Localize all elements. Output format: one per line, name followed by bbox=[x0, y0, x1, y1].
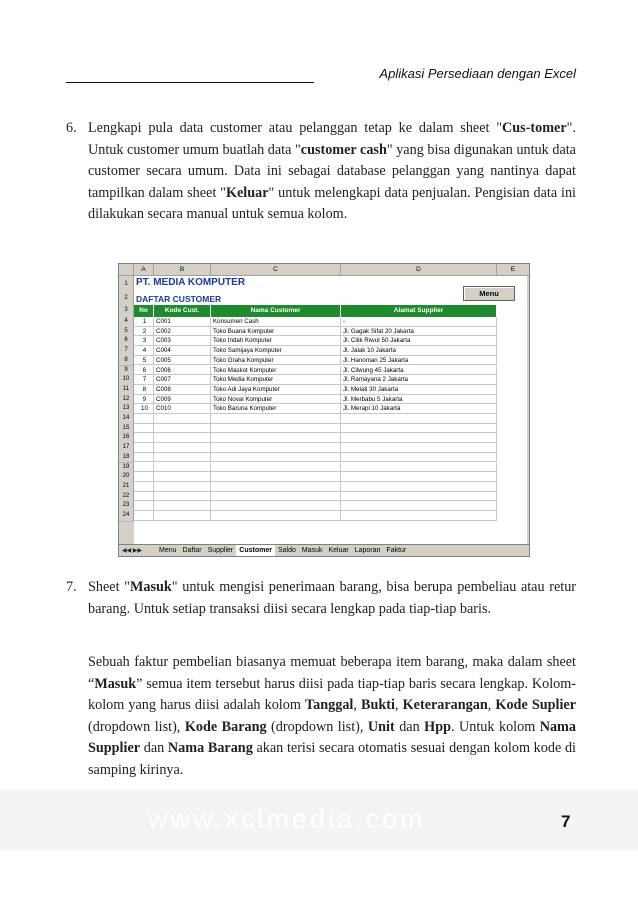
table-cell-alamat[interactable]: Jl. Merapi 10 Jakarta bbox=[341, 404, 497, 414]
row-header: 5 bbox=[119, 327, 134, 338]
sheet-tab[interactable]: Masuk bbox=[301, 547, 323, 554]
item-7-paragraph-2 bbox=[88, 652, 576, 781]
text-run: ". Untuk customer umum buatlah data " bbox=[88, 120, 576, 158]
bold-run: Nama Supplier bbox=[88, 718, 576, 756]
sheet-subtitle: DAFTAR CUSTOMER bbox=[136, 294, 222, 304]
bold-run: Hpp bbox=[424, 718, 451, 735]
table-cell-nama[interactable]: Toko Samijaya Komputer bbox=[211, 346, 341, 356]
empty-cell[interactable] bbox=[341, 463, 497, 473]
table-cell-alamat[interactable]: Jl. Merbabu 5 Jakarta bbox=[341, 395, 497, 405]
bold-run: Unit bbox=[367, 718, 395, 735]
empty-cell[interactable] bbox=[134, 472, 154, 482]
empty-cell[interactable] bbox=[211, 482, 341, 492]
empty-cell[interactable] bbox=[341, 453, 497, 463]
table-cell-no[interactable]: 5 bbox=[134, 356, 154, 366]
sheet-tab[interactable]: Customer bbox=[236, 545, 275, 556]
table-cell-alamat[interactable]: Jl. Ramayana 2 Jakarta bbox=[341, 375, 497, 385]
row-header: 2 bbox=[119, 293, 134, 305]
item-7-paragraph-1 bbox=[88, 577, 576, 620]
bold-run: customer cash bbox=[300, 141, 387, 158]
bold-run: Masuk bbox=[129, 579, 172, 595]
text-run: , bbox=[487, 697, 496, 713]
empty-cell[interactable] bbox=[341, 424, 497, 434]
row-header: 23 bbox=[119, 501, 134, 512]
text-run: (dropdown list), bbox=[266, 718, 368, 735]
table-cell-nama[interactable]: Toko Baruna Komputer bbox=[211, 404, 341, 414]
row-header: 16 bbox=[119, 433, 134, 444]
empty-cell[interactable] bbox=[341, 472, 497, 482]
table-cell-no[interactable]: 3 bbox=[134, 336, 154, 346]
text-run: " untuk melengkapi data penjualan. Pengisian data ini dilakukan secara manual untuk semua kolom. bbox=[88, 184, 576, 222]
bold-run: Kode Barang bbox=[184, 718, 267, 735]
table-cell-alamat[interactable]: Jl. Cilik Riwut 50 Jakarta bbox=[341, 336, 497, 346]
empty-cell[interactable] bbox=[341, 433, 497, 443]
table-cell-kode[interactable]: C009 bbox=[154, 395, 211, 405]
table-cell-nama[interactable]: Toko Graha Komputer bbox=[211, 356, 341, 366]
table-cell-alamat[interactable]: Jl. Gagak Sifat 20 Jakarta bbox=[341, 327, 497, 337]
empty-cell[interactable] bbox=[154, 501, 211, 511]
empty-cell[interactable] bbox=[211, 472, 341, 482]
header-no: No bbox=[134, 305, 154, 317]
table-cell-nama[interactable]: Toko Indah Komputer bbox=[211, 336, 341, 346]
table-cell-no[interactable]: 7 bbox=[134, 375, 154, 385]
empty-cell[interactable] bbox=[211, 453, 341, 463]
menu-button[interactable]: Menu bbox=[463, 286, 515, 301]
row-header: 11 bbox=[119, 385, 134, 396]
sheet-grid bbox=[134, 276, 527, 546]
header-alamat: Alamat Supplier bbox=[341, 305, 497, 317]
row-header: 22 bbox=[119, 492, 134, 503]
empty-cell[interactable] bbox=[154, 453, 211, 463]
empty-cell[interactable] bbox=[154, 424, 211, 434]
item-6-number: 6. bbox=[66, 120, 77, 136]
empty-cell[interactable] bbox=[134, 501, 154, 511]
table-cell-nama[interactable]: Toko Maskot Komputer bbox=[211, 366, 341, 376]
table-cell-no[interactable]: 9 bbox=[134, 395, 154, 405]
empty-cell[interactable] bbox=[341, 492, 497, 502]
sheet-tab[interactable]: Laporan bbox=[354, 547, 381, 554]
empty-cell[interactable] bbox=[211, 443, 341, 453]
row-header: 13 bbox=[119, 404, 134, 415]
table-cell-no[interactable]: 4 bbox=[134, 346, 154, 356]
bold-run: Masuk bbox=[94, 675, 137, 692]
empty-cell[interactable] bbox=[154, 443, 211, 453]
text-run: Lengkapi pula data customer atau pelanggan tetap ke dalam sheet " bbox=[88, 120, 503, 136]
text-run: " untuk mengisi penerimaan barang, bisa berupa pembeliau atau retur barang. Untuk setiap transaksi diisi secara lengkap pada tiap-tiap baris. bbox=[88, 579, 577, 617]
tab-list bbox=[156, 547, 409, 554]
text-run: Sebuah faktur pembelian biasanya memuat beberapa item barang, maka dalam sheet “ bbox=[88, 654, 576, 692]
table-cell-kode[interactable]: C003 bbox=[154, 336, 211, 346]
empty-cell[interactable] bbox=[341, 501, 497, 511]
empty-cell[interactable] bbox=[211, 433, 341, 443]
page-number: 7 bbox=[561, 812, 571, 831]
table-cell-no[interactable]: 10 bbox=[134, 404, 154, 414]
table-cell-no[interactable]: 1 bbox=[134, 317, 154, 327]
table-cell-alamat[interactable]: Jl. Melati 30 Jakarta bbox=[341, 385, 497, 395]
empty-cell[interactable] bbox=[211, 424, 341, 434]
row-header: 24 bbox=[119, 511, 134, 522]
empty-cell[interactable] bbox=[134, 433, 154, 443]
empty-cell[interactable] bbox=[211, 511, 341, 521]
header-rule bbox=[66, 82, 314, 83]
row-header: 10 bbox=[119, 375, 134, 386]
row-header: 9 bbox=[119, 366, 134, 377]
empty-cell[interactable] bbox=[134, 424, 154, 434]
empty-cell[interactable] bbox=[134, 492, 154, 502]
footer-url: www.xclmedia.com bbox=[148, 804, 426, 834]
table-cell-nama[interactable]: Toko Media Komputer bbox=[211, 375, 341, 385]
bold-run: Cus-tomer bbox=[502, 120, 567, 136]
row-header: 1 bbox=[119, 276, 134, 294]
empty-cell[interactable] bbox=[134, 414, 154, 424]
table-cell-kode[interactable]: C006 bbox=[154, 366, 211, 376]
table-cell-alamat[interactable]: Jl. Cilwung 45 Jakarta bbox=[341, 366, 497, 376]
empty-cell[interactable] bbox=[341, 414, 497, 424]
text-run: . Untuk kolom bbox=[451, 718, 540, 735]
spreadsheet-screenshot bbox=[118, 263, 530, 557]
bold-run: Keluar bbox=[225, 184, 269, 201]
row-header: 6 bbox=[119, 336, 134, 347]
bold-run: Keterarangan bbox=[402, 697, 488, 713]
text-run: (dropdown list), bbox=[88, 718, 185, 735]
empty-cell[interactable] bbox=[211, 492, 341, 502]
sheet-tab[interactable]: Supplier bbox=[207, 547, 234, 554]
table-cell-alamat[interactable]: Jl. Hanoman 25 Jakarta bbox=[341, 356, 497, 366]
empty-cell[interactable] bbox=[211, 501, 341, 511]
col-header-e: E bbox=[497, 264, 530, 276]
row-header: 12 bbox=[119, 395, 134, 406]
table-cell-no[interactable]: 2 bbox=[134, 327, 154, 337]
text-run: dan bbox=[394, 718, 425, 735]
table-cell-kode[interactable]: C001 bbox=[154, 317, 211, 327]
sheet-tab[interactable]: Faktur bbox=[386, 547, 407, 554]
empty-cell[interactable] bbox=[154, 463, 211, 473]
sheet-tab[interactable]: Saldo bbox=[277, 547, 296, 554]
bold-run: Bukti bbox=[361, 697, 395, 713]
header-nama: Nama Customer bbox=[211, 305, 341, 317]
sheet-tab[interactable]: Menu bbox=[159, 547, 177, 554]
empty-cell[interactable] bbox=[134, 463, 154, 473]
empty-cell[interactable] bbox=[154, 482, 211, 492]
text-run: dan bbox=[140, 740, 168, 756]
row-header: 4 bbox=[119, 317, 134, 328]
empty-cell[interactable] bbox=[154, 414, 211, 424]
text-run: Sheet " bbox=[88, 579, 130, 595]
item-7-number: 7. bbox=[66, 579, 77, 595]
empty-cell[interactable] bbox=[341, 443, 497, 453]
col-header-b: B bbox=[154, 264, 211, 276]
table-cell-kode[interactable]: C007 bbox=[154, 375, 211, 385]
text-run: akan terisi secara otomatis sesuai dengan kolom kode di samping kirinya. bbox=[88, 740, 576, 778]
text-run: ” semua item tersebut harus diisi pada tiap-tiap baris secara lengkap. Kolom-kolom yang harus diisi adalah kolom bbox=[88, 675, 576, 713]
row-header: 7 bbox=[119, 346, 134, 357]
bold-run: Tanggal bbox=[305, 697, 354, 713]
row-header: 17 bbox=[119, 443, 134, 454]
corner-cell bbox=[119, 264, 134, 276]
empty-cell[interactable] bbox=[154, 492, 211, 502]
table-cell-nama[interactable]: Toko Adi Jaya Komputer bbox=[211, 385, 341, 395]
row-header: 21 bbox=[119, 482, 134, 493]
bold-run: Kode Suplier bbox=[495, 697, 577, 713]
empty-cell[interactable] bbox=[211, 414, 341, 424]
header-kode: Kode Cust. bbox=[154, 305, 211, 317]
table-cell-kode[interactable]: C005 bbox=[154, 356, 211, 366]
row-header: 20 bbox=[119, 472, 134, 483]
empty-cell[interactable] bbox=[154, 472, 211, 482]
table-cell-alamat[interactable]: - bbox=[341, 317, 497, 327]
empty-cell[interactable] bbox=[134, 453, 154, 463]
text-run: , bbox=[394, 697, 403, 713]
table-cell-nama[interactable]: Konsumen Cash bbox=[211, 317, 341, 327]
table-cell-kode[interactable]: C010 bbox=[154, 404, 211, 414]
bold-run: Nama Barang bbox=[167, 740, 253, 756]
tab-scroll-icons[interactable]: ◀◀ ▶▶ bbox=[122, 548, 143, 554]
running-header bbox=[66, 64, 576, 88]
empty-cell[interactable] bbox=[154, 511, 211, 521]
row-header: 15 bbox=[119, 424, 134, 435]
empty-cell[interactable] bbox=[341, 511, 497, 521]
table-cell-kode[interactable]: C002 bbox=[154, 327, 211, 337]
table-cell-nama[interactable]: Toko Buana Komputer bbox=[211, 327, 341, 337]
table-cell-no[interactable]: 8 bbox=[134, 385, 154, 395]
row-header: 18 bbox=[119, 453, 134, 464]
empty-cell[interactable] bbox=[341, 482, 497, 492]
item-6-text bbox=[88, 118, 576, 226]
table-cell-kode[interactable]: C008 bbox=[154, 385, 211, 395]
text-run: , bbox=[353, 697, 362, 713]
row-header: 14 bbox=[119, 414, 134, 425]
sheet-title: PT. MEDIA KOMPUTER bbox=[136, 277, 246, 288]
table-cell-kode[interactable]: C004 bbox=[154, 346, 211, 356]
text-run: " yang bisa digunakan untuk data customer secara umum. Data ini sebagai database pelanggan yang nantinya dapat tampilkan dalam sheet " bbox=[88, 141, 576, 201]
sheet-tab[interactable]: Keluar bbox=[328, 547, 349, 554]
row-header: 3 bbox=[119, 304, 134, 318]
empty-cell[interactable] bbox=[134, 443, 154, 453]
table-cell-no[interactable]: 6 bbox=[134, 366, 154, 376]
sheet-tabs bbox=[119, 544, 529, 556]
table-cell-alamat[interactable]: Jl. Jalak 10 Jakarta bbox=[341, 346, 497, 356]
col-header-a: A bbox=[134, 264, 154, 276]
col-header-c: C bbox=[211, 264, 341, 276]
col-header-d: D bbox=[341, 264, 497, 276]
table-cell-nama[interactable]: Toko Noval Komputer bbox=[211, 395, 341, 405]
sheet-tab[interactable]: Daftar bbox=[182, 547, 202, 554]
empty-cell[interactable] bbox=[134, 511, 154, 521]
header-title: Aplikasi Persediaan dengan Excel bbox=[379, 66, 576, 81]
empty-cell[interactable] bbox=[211, 463, 341, 473]
empty-cell[interactable] bbox=[134, 482, 154, 492]
empty-cell[interactable] bbox=[154, 433, 211, 443]
row-header: 8 bbox=[119, 356, 134, 367]
row-header: 19 bbox=[119, 463, 134, 474]
